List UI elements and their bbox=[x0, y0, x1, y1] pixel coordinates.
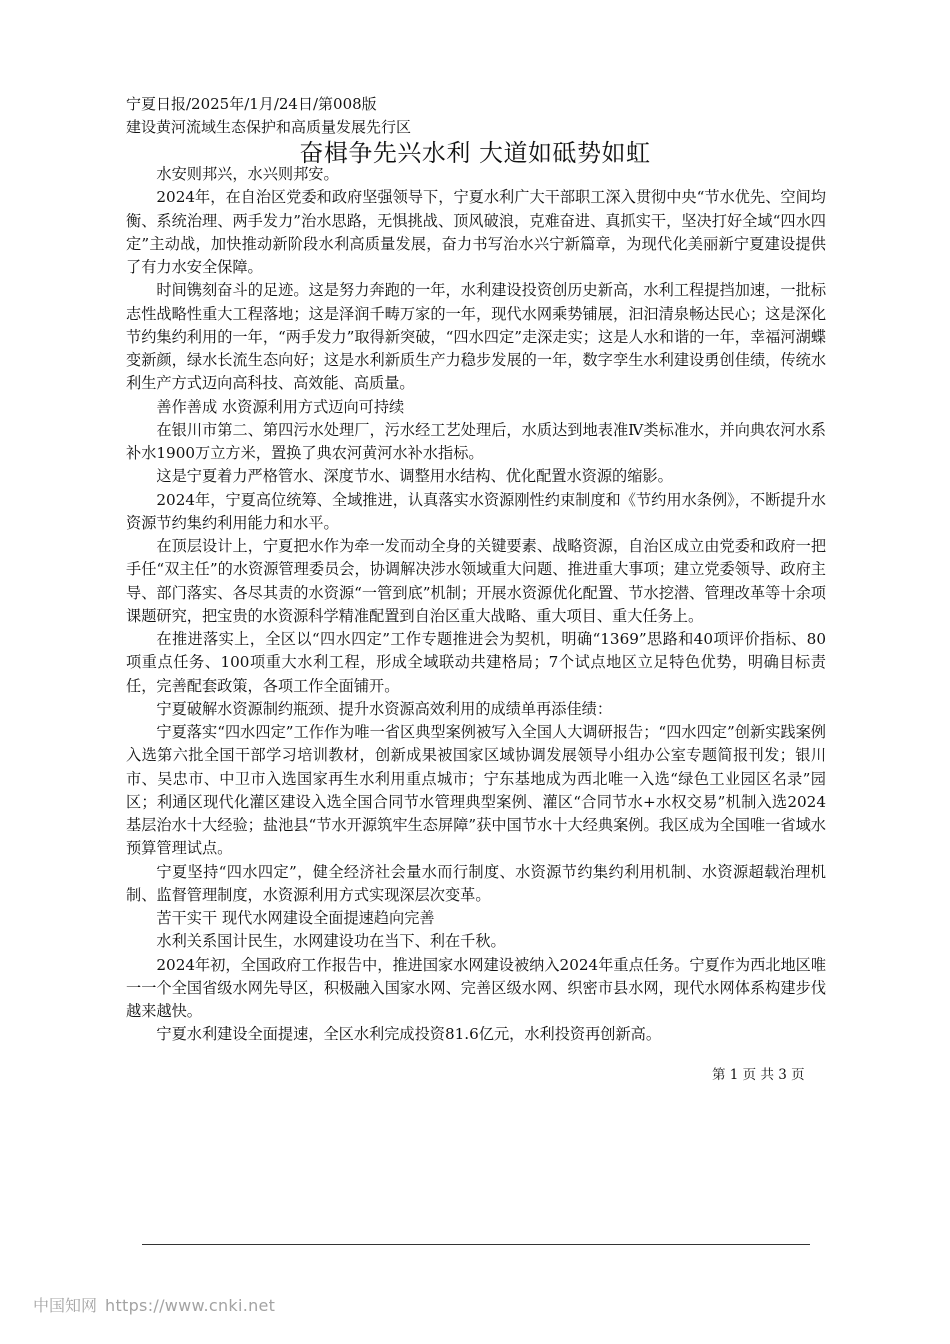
paragraph: 2024年初，全国政府工作报告中，推进国家水网建设被纳入2024年重点任务。宁夏作为西北地区唯一一个全国省级水网先导区，积极融入国家水网、完善区级水网、织密市县水网，现代水网体系构建步伐越来越快。 bbox=[126, 955, 827, 1020]
watermark-url: https://www.cnki.net bbox=[105, 1296, 276, 1315]
page-number: 第 1 页 共 3 页 bbox=[712, 1067, 805, 1083]
publication-source-line: 宁夏日报/2025年/1月/24日/第008版 bbox=[126, 95, 377, 113]
paragraph: 2024年，宁夏高位统筹、全域推进，认真落实水资源刚性约束制度和《节约用水条例》，不断提升水资源节约集约利用能力和水平。 bbox=[126, 490, 826, 532]
article-title: 奋楫争先兴水利 大道如砥势如虹 bbox=[299, 139, 651, 167]
paragraph: 水安则邦兴，水兴则邦安。 bbox=[156, 165, 339, 183]
watermark-brand: 中国知网 bbox=[33, 1296, 98, 1315]
paragraph: 这是宁夏着力严格管水、深度节水、调整用水结构、优化配置水资源的缩影。 bbox=[156, 467, 673, 486]
paragraph: 在推进落实上，全区以“四水四定”工作专题推进会为契机，明确“1369”思路和40项评价指标、80项重点任务、100项重大水利工程，形成全域联动共建格局；7个试点地区立足特色优势，明确目标责任，完善配套政策，各项工作全面铺开。 bbox=[126, 630, 826, 695]
section-subheading: 苦干实干 现代水网建设全面提速趋向完善 bbox=[156, 909, 435, 927]
paragraph: 2024年，在自治区党委和政府坚强领导下，宁夏水利广大干部职工深入贯彻中央“节水优先、空间均衡、系统治理、两手发力”治水思路，无惧挑战、顶风破浪，克难奋进、真抓实干，坚决打好全域“四水四定”主动战，加快推动新阶段水利高质量发展，奋力书写治水兴宁新篇章，为现代化美丽新宁夏建设提供了有力水安全保障。 bbox=[126, 188, 826, 276]
paragraph: 在银川市第二、第四污水处理厂，污水经工艺处理后，水质达到地表准Ⅳ类标准水，并向典农河水系补水1900万立方米，置换了典农河黄河水补水指标。 bbox=[126, 420, 826, 462]
article-body bbox=[126, 163, 826, 1047]
paragraph: 宁夏破解水资源制约瓶颈、提升水资源高效利用的成绩单再添佳绩： bbox=[156, 699, 613, 718]
paragraph: 宁夏水利建设全面提速，全区水利完成投资81.6亿元，水利投资再创新高。 bbox=[156, 1025, 662, 1044]
cnki-watermark bbox=[33, 1296, 275, 1316]
footer-divider bbox=[142, 1244, 810, 1245]
section-subheading: 善作善成 水资源利用方式迈向可持续 bbox=[156, 397, 405, 416]
paragraph: 宁夏坚持“四水四定”，健全经济社会量水而行制度、水资源节约集约利用机制、水资源超载治理机制、监督管理制度，水资源利用方式实现深层次变革。 bbox=[126, 862, 826, 904]
paragraph: 水利关系国计民生，水网建设功在当下、利在千秋。 bbox=[156, 932, 506, 951]
paragraph: 宁夏落实“四水四定”工作作为唯一省区典型案例被写入全国人大调研报告；“四水四定”创新实践案例入选第六批全国干部学习培训教材，创新成果被国家区域协调发展领导小组办公室专题简报刊发；银川市、吴忠市、中卫市入选国家再生水利用重点城市；宁东基地成为西北唯一入选“绿色工业园区名录”园区；利通区现代化灌区建设入选全国合同节水管理典型案例、灌区“合同节水+水权交易”机制入选2024基层治水十大经验；盐池县“节水开源筑牢生态屏障”获中国节水十大经典案例。我区成为全国唯一省域水预算管理试点。 bbox=[126, 723, 826, 858]
column-title: 建设黄河流域生态保护和高质量发展先行区 bbox=[126, 118, 412, 136]
paragraph: 时间镌刻奋斗的足迹。这是努力奔跑的一年，水利建设投资创历史新高，水利工程提挡加速，一批标志性战略性重大工程落地；这是泽润千畴万家的一年，现代水网乘势铺展，汩汩清泉畅达民心；这是深化节约集约利用的一年，“两手发力”取得新突破，“四水四定”走深走实；这是人水和谐的一年，幸福河湖蝶变新颜，绿水长流生态向好；这是水利新质生产力稳步发展的一年，数字孪生水利建设勇创佳绩，传统水利生产方式迈向高科技、高效能、高质量。 bbox=[126, 281, 826, 393]
paragraph: 在顶层设计上，宁夏把水作为牵一发而动全身的关键要素、战略资源，自治区成立由党委和政府一把手任“双主任”的水资源管理委员会，协调解决涉水领域重大问题、推进重大事项；建立党委领导、政府主导、部门落实、各尽其责的水资源“一管到底”机制；开展水资源优化配置、节水挖潜、管理改革等十余项课题研究，把宝贵的水资源科学精准配置到自治区重大战略、重大项目、重大任务上。 bbox=[126, 537, 826, 625]
